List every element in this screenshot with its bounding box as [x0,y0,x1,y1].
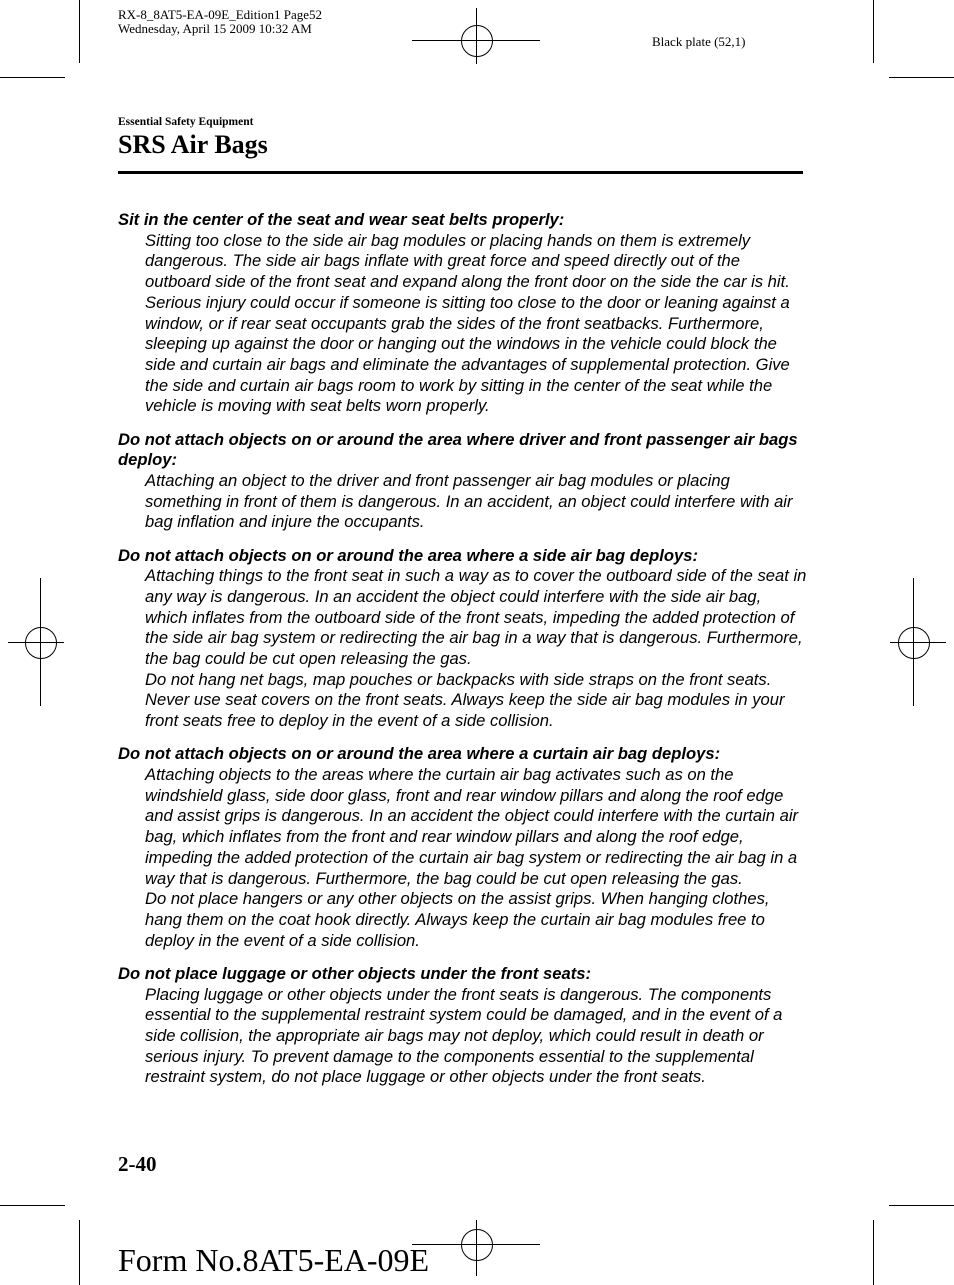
crop-mark [79,1220,80,1285]
registration-circle [25,627,57,659]
warning-block [118,964,808,1088]
block-paragraph: Placing luggage or other objects under the front seats is dangerous. The components essential to the supplemental restraint system could be damaged, and in the event of a side collision, the appropriate air bags may not deploy, which could result in death or serious injury. To prevent damage to the components essential to the supplemental restraint system, do not place luggage or other objects under the front seats. [145,984,783,1087]
title-rule [118,171,803,174]
block-heading: Sit in the center of the seat and wear seat belts properly: [118,210,565,229]
main-content [118,210,808,1101]
block-paragraph: Attaching things to the front seat in such a way as to cover the outboard side of the seat in any way is dangerous. In an accident the object could interfere with the side air bag, which inflates from the outboard side of the front seats, impeding the added protection of the side air bag system or redirecting the air bag in a way that is dangerous. Furthermore, the bag could be cut open releasing the gas. [145,566,807,669]
page-number: 2-40 [118,1152,157,1176]
form-number: Form No.8AT5-EA-09E [118,1242,430,1278]
section-label: Essential Safety Equipment [118,116,254,128]
crop-mark [0,77,65,78]
plate-label: Black plate (52,1) [652,34,746,49]
block-paragraph: Attaching objects to the areas where the curtain air bag activates such as on the windshield glass, side door glass, front and rear window pillars and along the roof edge and assist grips is dangerous. In an accident the object could interfere with the curtain air bag, which inflates from the front and rear window pillars and along the roof edge, impeding the added protection of the curtain air bag system or redirecting the air bag in a way that is dangerous. Furthermore, the bag could be cut open releasing the gas. [145,765,799,888]
block-paragraph: Attaching an object to the driver and front passenger air bag modules or placing something in front of them is dangerous. In an accident, an object could interfere with air bag inflation and injure the occupants. [145,470,793,532]
block-paragraph: Do not place hangers or any other objects on the assist grips. When hanging clothes, hang them on the coat hook directly. Always keep the curtain air bag modules free to deploy in the event of a side collision. [145,889,770,950]
crop-mark [889,77,954,78]
block-paragraph: Sitting too close to the side air bag modules or placing hands on them is extremely dangerous. The side air bags inflate with great force and speed directly out of the outboard side of the front seat and expand along the front door on the side the car is hit. Serious injury could occur if someone is sitting too close to the door or leaning against a window, or if rear seat occupants grab the sides of the front seatbacks. Furthermore, sleeping up against the door or hanging out the windows in the vehicle could block the side and curtain air bags and eliminate the advantages of supplemental protection. Give the side and curtain air bags room to work by sitting in the center of the seat while the vehicle is moving with seat belts worn properly. [145,230,790,416]
block-heading: Do not attach objects on or around the area where driver and front passenger air bags deploy: [118,429,798,470]
warning-block [118,210,808,417]
page-title: SRS Air Bags [118,130,268,159]
file-line: RX-8_8AT5-EA-09E_Edition1 Page52 [118,7,323,22]
crop-mark [0,1205,65,1206]
crop-mark [873,1220,874,1285]
warning-block [118,744,808,951]
crop-mark [873,0,874,63]
print-header [118,8,322,36]
block-heading: Do not place luggage or other objects under the front seats: [118,963,591,983]
block-heading: Do not attach objects on or around the area where a curtain air bag deploys: [118,744,721,764]
block-heading: Do not attach objects on or around the area where a side air bag deploys: [118,545,698,565]
crop-mark [79,0,80,63]
warning-block [118,546,808,732]
registration-circle [461,1229,493,1261]
warning-block [118,430,808,534]
registration-circle [898,627,930,659]
registration-circle [461,25,493,57]
crop-mark [889,1205,954,1206]
block-paragraph: Do not hang net bags, map pouches or backpacks with side straps on the front seats. Never use seat covers on the front seats. Always keep the side air bag modules in your front seats free to deploy in the event of a side collision. [145,669,785,731]
date-line: Wednesday, April 15 2009 10:32 AM [118,21,312,36]
